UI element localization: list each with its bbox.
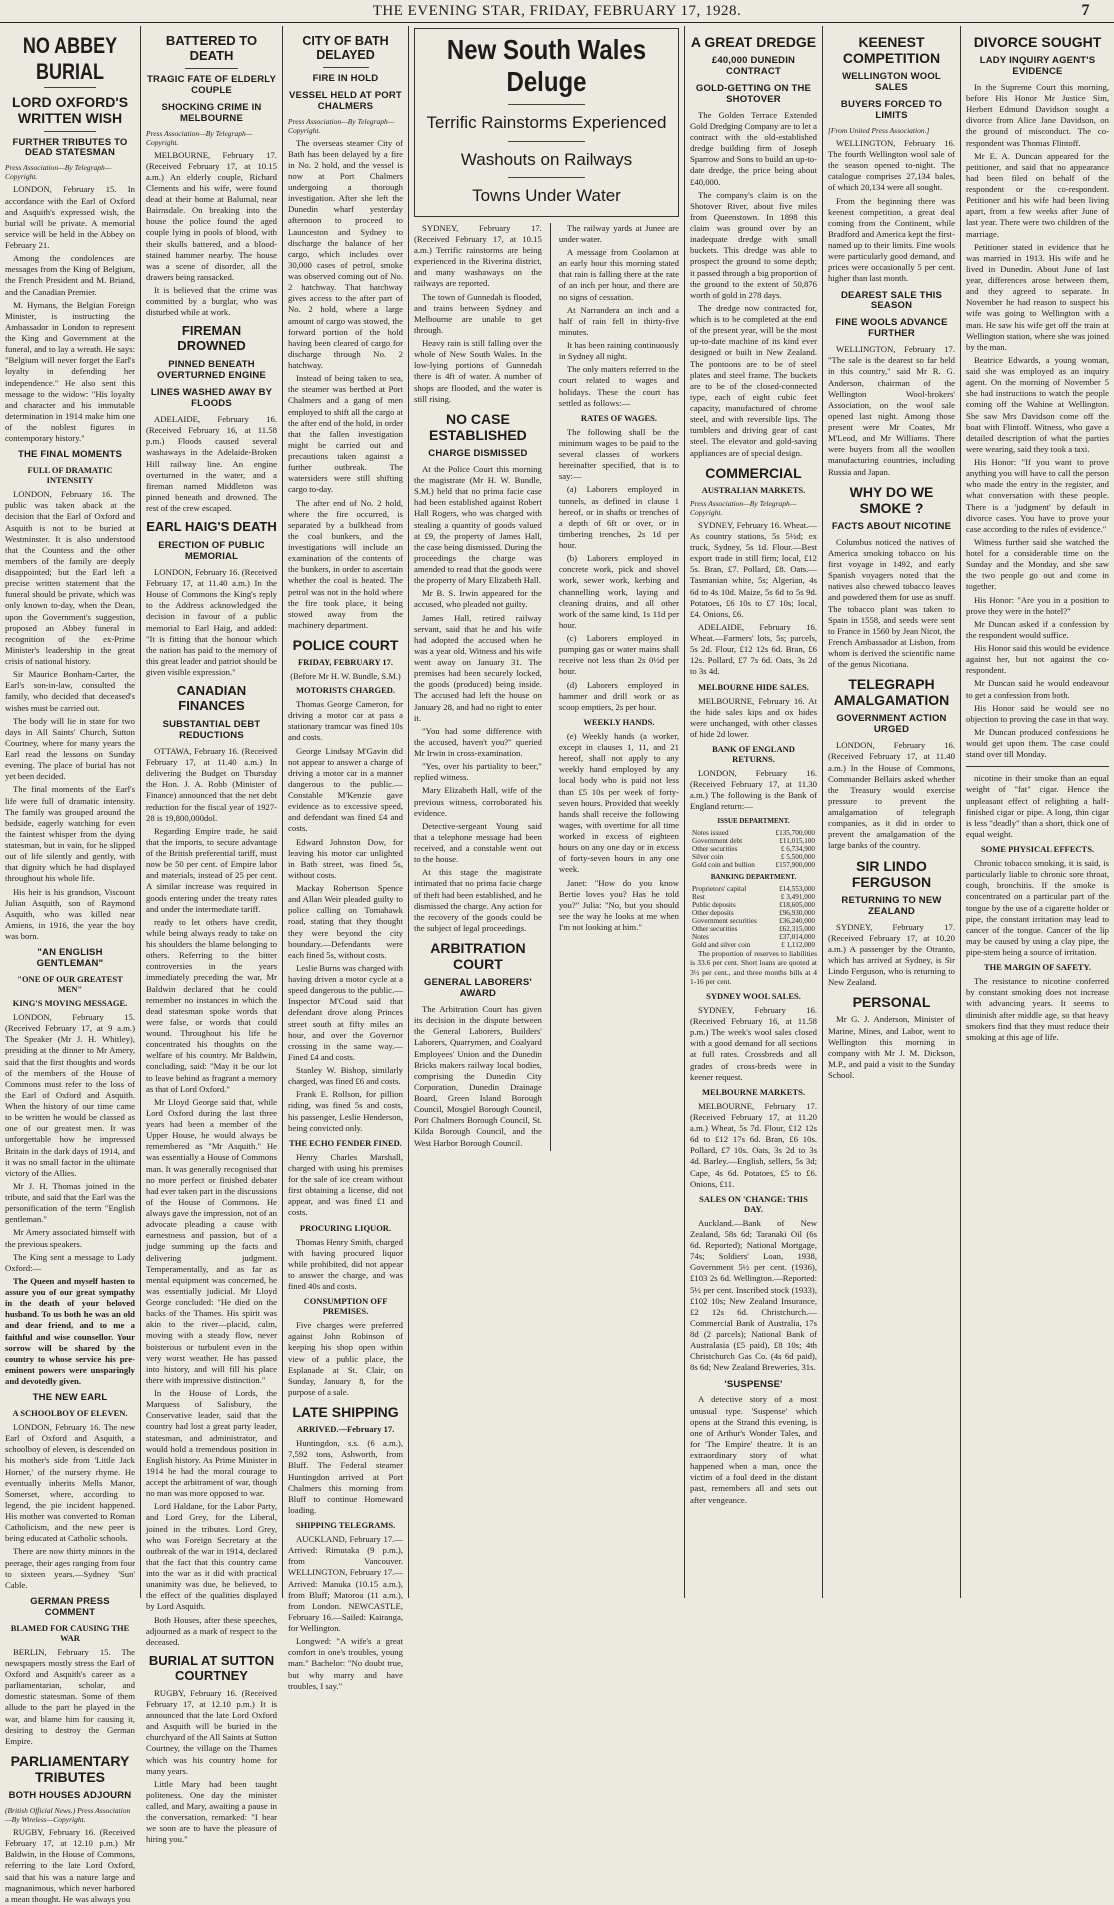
column-7 <box>961 28 1114 1596</box>
headline: KEENEST COMPETITION <box>842 34 941 67</box>
paragraph: At this stage the magistrate intimated that no prima facie charge of theft had been established, and he dismissed the charge. Any action for the recovery of the goods could be the subject of legal proceedings. <box>414 867 542 933</box>
headline: LATE SHIPPING <box>292 1404 399 1421</box>
paragraph: It is believed that the crime was committed by a burglar, who was disturbed while at work. <box>146 285 277 318</box>
section-heading: "AN ENGLISH GENTLEMAN" <box>36 947 104 970</box>
column-5 <box>685 28 822 1596</box>
paragraph: Mr Duncan produced confessions he would get upon them. The case could stand over till Monday. <box>966 726 1109 760</box>
paragraph: The after end of No. 2 hold, where the fire occurred, is separated by a bulkhead from the coal bunkers, and the investigations will include an examination of the contents of the bunkers, in order to ascertain whether the coal is heated. The petrol was not in the hold where the fire took place, it being stowed away from the machinery department. <box>288 497 403 630</box>
paragraph: His Honor: "Are you in a position to prove they were in the hotel?" <box>966 594 1109 616</box>
subheadline: £40,000 DUNEDIN CONTRACT <box>711 55 796 78</box>
paragraph: Instead of being taken to sea, the steamer was berthed at Port Chalmers and a gang of men employed to shift all the cargo at the after end of the hold, in order that the fallen investigation might be carried out and precautions taken against a further outbreak. The watersiders were still shifting cargo to-day. <box>288 373 403 495</box>
byline: [From United Press Association.] <box>828 125 930 135</box>
paragraph: Beatrice Edwards, a young woman, said she was employed as an inquiry agent. On the morning of November 5 she had instructions to watch the people coming off the Wahine at Wellington. She saw Mrs Davidson come off the boat with Flintoff. Witness, who gave a detailed description of what the parties were wearing, said they took a taxi. <box>966 354 1109 454</box>
paragraph: RUGBY, February 16. (Received February 17, at 12.10 p.m.) It is announced that the late Lord Oxford and Asquith will be buried in the churchyard of the All Saints at Sutton Courtney, the village on the Thames which was his country home for many years. <box>146 1687 277 1776</box>
row-value: £96,930,000 <box>779 908 815 917</box>
paragraph: Thomas George Cameron, for driving a motor car at pass a stationary tramcar was fined 10s and costs. <box>288 699 403 743</box>
section-heading: THE NEW EARL <box>32 1392 108 1404</box>
paragraph: The dredge now contracted for, which is to be completed at the end of the present year, will be the most up-to-date machine of its kind ever designed or built in New Zealand. The pontoons are to be of steel plates and steel frame. The buckets are to be of the closed-connected type, each of eight cubic feet capacity, manufactured of chrome steel, and with reversible lips. The tumblers and driving gear of cast steel. The elevator and gold-saving appliances are of special design. <box>690 302 817 458</box>
column-2 <box>141 28 282 1845</box>
paragraph: Mackay Robertson Spence and Allan Weir pleaded guilty to police calling on Tomahawk road, stating that they thought they were beyond the city boundary.—Defendants were each fined 5s, without costs. <box>288 883 403 960</box>
row-value: £ 3,491,000 <box>780 892 815 901</box>
section-subheading: FINE WOOLS ADVANCE FURTHER <box>835 317 948 340</box>
paragraph: ADELAIDE, February 16. Wheat.—Farmers' lots, 5s; parcels, 5s 2d. Flour, £12 12s 6d. Bran, £6 12s. Pollard, £7 7s 6d. Oats, 3s 2d to 3s 4d. <box>690 621 817 677</box>
lead-headline: New South Wales Deluge <box>446 34 647 98</box>
paragraph: In the Supreme Court this morning, before His Honor Mr Justice Sim, Herbert Edmund Davidson sought a divorce from Alice Jane Davidson, on the ground of misconduct. The co-respondent was Thomas Flintoff. <box>966 81 1109 148</box>
paragraph: LONDON, February 15. (Received February 17, at 9 a.m.) The Speaker (Mr J. H. Whitley), presiding at the dinner to Mr Amery, said that the first thoughts and words of the members of the House of Commons must refer to the loss of the Earl of Oxford and Asquith. When the history of our time came to be written he would be classed as one of our greatest men. It was unforgettable how he impressed Britain in the dark days of 1914, and it was no small factor in the ultimate victory of the Allies. <box>5 1012 135 1178</box>
subheadline: GENERAL LABORERS' AWARD <box>423 977 532 1000</box>
section-heading: DEAREST SALE THIS SEASON <box>840 289 943 312</box>
paragraph: The King sent a message to Lady Oxford:— <box>5 1251 135 1273</box>
paragraph: (d) Laborers employed in hammer and drill work or as scoop emptiers, 2s per hour. <box>558 679 679 712</box>
paragraph: A detective story of a most unusual type. 'Suspense' which opens at the Strand this evening, is one of Arthur's Wonder Tales, and for 'The Empire' theatre. It is an extraordinary story of what happened when a man, once the victim of a foul deed in the distant past, remembers all and sets out after vengeance. <box>690 1394 817 1505</box>
paragraph: Mr Lloyd George said that, while Lord Oxford during the last three years had been a member of the Upper House, he would always be remembered as "Mr Asquith." He was essentially a House of Commons man. It was generally recognised that no more perfect or finished debater had ever taken part in the discussions of the House of Commons. He always gave the impression, not of an advocate pleading a cause with earnestness and passion, but of a judge summing up the facts and delivering judgment. Temperamentally, and as far as mental equipment was concerned, he was essentially judicial. Mr Lloyd George concluded: "He died on the backs of the Thames. His spirit was akin to the river—placid, calm, moving with a steady flow, never boisterous or turbulent even in the very worst weather. He has passed into history, and will fill his place there with impressive distinction." <box>146 1096 278 1385</box>
table-row <box>690 893 817 901</box>
table-row <box>690 901 817 909</box>
row-value: £157,900,000 <box>775 860 815 869</box>
row-label: Other securities <box>692 924 738 933</box>
lead-subheadline: Washouts on Railways <box>460 149 633 169</box>
paragraph: Mr G. J. Anderson, Minister of Marine, Mines, and Labor, went to Wellington this morning in company with Mr J. M. Dickson, M.P., and paid a visit to the Sunday School. <box>828 1014 955 1081</box>
lead-subheadline: Towns Under Water <box>472 186 621 206</box>
section-subheading: MELBOURNE HIDE SALES. <box>698 681 809 692</box>
table-heading: ISSUE DEPARTMENT. <box>717 816 790 825</box>
deck: GOLD-GETTING ON THE SHOTOVER <box>695 82 812 105</box>
paragraph: Longwed: "A wife's a great comfort in one's troubles, young man." Bachelor: "No doubt true, but why marry and have troubles, I say." <box>288 1636 403 1691</box>
paragraph: MELBOURNE, February 17. (Received February 17, at 10.15 a.m.) An elderly couple, Richard Clements and his wife, were found dead at their home at Balumal, near Bairnsdale. On breaking into the house the police found the aged couple lying in pools of blood, with their skulls battered, and a blood-stained hammer nearby. The house was a scene of disorder, all the drawers being ransacked. <box>146 149 277 282</box>
section-subheading: CONSUMPTION OFF PREMISES. <box>303 1296 388 1317</box>
row-label: Government debt <box>692 836 743 845</box>
paragraph: His Honor said he would see no objection to proving the case in that way. <box>966 702 1109 724</box>
paragraph: Edward Johnston Dow, for leaving his motor car unlighted in Bath street, was fined 5s, without costs. <box>288 836 403 880</box>
row-value: £ 6,734,900 <box>780 844 815 853</box>
headline: SIR LINDO FERGUSON <box>851 857 932 890</box>
table-row <box>690 861 817 869</box>
column-4 <box>409 28 684 1596</box>
paragraph: LONDON, February 16. (Received February 17, at 11.40 a.m.) In the House of Commons the King's reply to the Address acknowledged the decision in favour of a public memorial to Earl Haig, and added: "It is fitting that the honour which the nation has paid to the memory of this great leader and patriot should be given visible expression." <box>146 566 277 678</box>
section-subheading: SOME PHYSICAL EFFECTS. <box>980 844 1095 855</box>
paragraph: nicotine in their smoke than an equal weight of "fat" cigar. Hence the unpleasant effect of relighting a half-finished cigar or pipe. A long, thin cigar is less "deadly" than a short, thick one of equal weight. <box>966 773 1109 839</box>
byline: Press Association—By Telegraph—Copyright. <box>690 498 797 517</box>
paragraph: The body will lie in state for two days in All Saints' Church, Sutton Courtney, where for many years the Earl read the lessons on Sunday evening. The place of burial has not yet been decided. <box>5 715 135 782</box>
deck: VESSEL HELD AT PORT CHALMERS <box>289 89 402 112</box>
paragraph: Mr Duncan said he would endeavour to get a confession from both. <box>966 678 1109 700</box>
row-value: £ 1,112,000 <box>781 940 815 949</box>
paragraph: A message from Coolamon at an early hour this morning stated that rain is falling there at the rate of an inch per hour, and there are no signs of cessation. <box>558 247 679 302</box>
paragraph: Both Houses, after these speeches, adjourned as a mark of respect to the deceased. <box>146 1614 277 1647</box>
paragraph: James Hall, retired railway servant, said that he and his wife had adopted the accused when he was a year old. Witness and his wife went away on January 31. The premises had been securely locked, the goods (produced) being inside. The accused had left the house on January 28, and had no right to enter it. <box>414 612 542 723</box>
section-subheading: SALES ON 'CHANGE: THIS DAY. <box>699 1193 808 1214</box>
paragraph: M. Hymans, the Belgian Foreign Minister, is instructing the Ambassador in London to represent the King and Government at the funeral, and to lay a wreath. He says: "Belgium will never forget the Earl's loyalty in defending her independence." He also sent this message to the widow: "His loyalty and character and his immutable determination in 1914 make him one of the noblest figures in contemporary history." <box>5 299 135 444</box>
table-row <box>690 885 817 893</box>
paragraph: Stanley W. Bishop, similarly charged, was fined £6 and costs. <box>288 1065 403 1087</box>
byline: Press Association—By Telegraph—Copyright. <box>288 116 395 135</box>
table-row <box>690 933 817 941</box>
paragraph: Five charges were preferred against John Robinson of keeping his shop open within view of a public place, the Esplanade at St. Clair, on Sunday, January 8, for the purpose of a sale. <box>288 1320 403 1397</box>
section-subheading: A SCHOOLBOY OF ELEVEN. <box>12 1408 128 1419</box>
paragraph: Janet: "How do you know Bertie loves you? Has he told you?" Julia: "No, but you should see the way he looks at me when I'm not looking at him." <box>558 877 679 933</box>
paragraph: Mr Duncan asked if a confession by the respondent would suffice. <box>966 618 1109 640</box>
row-value: £37,014,000 <box>779 932 815 941</box>
masthead-title: THE EVENING STAR, FRIDAY, FEBRUARY 17, 1928. <box>372 3 742 19</box>
paragraph: LONDON, February 16. The public was taken aback at the decision that the Earl of Oxford and Asquith is not to be buried at Westminster. It is also understood that the Countess and the other members of the family are deeply disappointed; but the Earl left a precise written statement that the funeral should be private, which was only known to-day, when the Dean, upon the Government's suggestion, proposed an Abbey funeral in recognition of the ex-Prime Minister's leadership in the great crisis of national history. <box>5 489 135 667</box>
paragraph: Mr E. A. Duncan appeared for the petitioner, and said that no appearance had been filed on behalf of the respondent or the co-respondent. Petitioner and his wife had been living apart, from a few weeks after June of last year. There were two children of the marriage. <box>966 150 1109 239</box>
column-1 <box>0 28 140 1904</box>
paragraph: Regarding Empire trade, he said that the imports, to secure advantage of the British preferential tariff, must now be 50 per cent. of Empire labor and materials, instead of 25 per cent. A similar increase was required in goods entering under the treaty rates and under the intermediate tariff. <box>146 825 277 914</box>
paragraph: Lord Haldane, for the Labor Party, and Lord Grey, for the Liberal, joined in the tributes. Lord Grey, who was Foreign Secretary at the outbreak of the war in 1914, declared that the fact that this country came into the war as it did with practical unanimity was due, he believed, to the effect of the qualities displayed by Lord Asquith. <box>146 1501 277 1612</box>
section-subheading: "ONE OF OUR GREATEST MEN" <box>17 974 123 995</box>
section-subheading: MOTORISTS CHARGED. <box>295 685 396 696</box>
section-heading: PARLIAMENTARY TRIBUTES <box>10 1752 130 1786</box>
paragraph: His Honor said this would be evidence against her, but not against the co-respondent. <box>966 643 1109 676</box>
page-number: 7 <box>1081 2 1090 19</box>
paragraph: Columbus noticed the natives of America smoking tobacco on his first voyage in 1492, and early Spanish voyagers noted that the natives also chewed tobacco leaves and powdered them for use as snuff. The tobacco plant was taken to Spain in 1558, and seeds were sent to France in 1560 by Jean Nicot, the French Ambassador at Lisbon, from whom is derived the scientific name of the genus Nicotiana. <box>828 536 955 670</box>
subheadline: GOVERNMENT ACTION URGED <box>836 713 947 736</box>
column-6 <box>823 28 960 1596</box>
paragraph: Sir Maurice Bonham-Carter, the Earl's son-in-law, consulted the family, who decided that deceased's wishes must be carried out. <box>5 669 135 713</box>
paragraph: The company's claim is on the Shotover River, about five miles from Queenstown. In 1898 this claim was ground over by an inadequate dredge with small buckets. This dredge was able to prospect the ground to some depth; it passed through a big proportion of the ground to the extent of 50,876 worth of gold in 278 days. <box>690 189 817 300</box>
paragraph: Henry Charles Marshall, charged with using his premises for the sale of ice cream without first obtaining a license, did not appear, and was fined £1 and costs. <box>288 1151 403 1218</box>
lead-story-header <box>414 28 679 217</box>
paragraph: The final moments of the Earl's life were full of dramatic intensity. The family was grouped around the bedside, eagerly watching for even the faintest whisper from the dying statesman, but in vain, for he slipped out of life silently and gently, with that dignity which he had displayed throughout his whole life. <box>5 784 135 884</box>
king-message: The Queen and myself hasten to assure you of our great sympathy in the death of your beloved husband. To us both he was an old and dear friend, and to me a faithful and wise counsellor. Your sorrow will be shared by the country to whose service his pre-eminent powers were unsparingly and devotedly given. <box>5 1275 135 1387</box>
paragraph: Heavy rain is still falling over the whole of New South Wales. In the low-lying portions of Gunnedah there is 4ft of water. A number of shops are flooded, and the water is still rising. <box>414 338 542 404</box>
deck: FURTHER TRIBUTES TO DEAD STATESMAN <box>12 136 128 159</box>
paragraph: Thomas Henry Smith, charged with having procured liquor while prohibited, did not appear to answer the charge, and was fined 40s and costs. <box>288 1236 403 1292</box>
row-label: Proprietors' capital <box>692 884 747 893</box>
row-label: Rest <box>692 892 705 901</box>
paragraph: "You had some difference with the accused, haven't you?" queried Mr Irwin in cross-examination. <box>414 725 542 759</box>
table-row <box>690 917 817 925</box>
paragraph: MELBOURNE, February 17. (Received February 17, at 11.20 a.m.) Wheat, 5s 7d. Flour, £12 12s 6d to £12 17s 6d. Bran, £6 10s. Pollard, £7 10s. Oats, 3s 2d to 3s 4d. Barley.—English, sellers, 5s 3d; Cape, 4s 6d. Potatoes, £5 to £6. Onions, £11. <box>690 1100 817 1189</box>
subheadline: ERECTION OF PUBLIC MEMORIAL <box>158 540 265 562</box>
subheadline: LADY INQUIRY AGENT'S EVIDENCE <box>979 55 1096 78</box>
deck: BUYERS FORCED TO LIMITS <box>840 99 943 121</box>
paragraph: Mr J. H. Thomas joined in the tribute, and said that the Earl was the personification of the term "English gentleman." <box>5 1180 135 1225</box>
section-subheading: ARRIVED.—February 17. <box>296 1424 395 1435</box>
paragraph: From the beginning there was keenest competition, a great deal coming from the Continent, while Bradford and America kept the first-named up to their limits. Fine wools were particularly good demand, and prices were occasionally 5 per cent. higher than last month. <box>828 195 955 284</box>
paragraph: At the Police Court this morning the magistrate (Mr H. W. Bundle, S.M.) held that no prima facie case had been established against Robert Hall Rogers, who was charged with stealing a quantity of goods valued at £9, the property of James Hall, the case being dismissed. During the proceedings the charge was amended to read that the goods were the property of Mary Elizabeth Hall. <box>414 463 542 586</box>
headline: CANADIAN FINANCES <box>176 683 247 714</box>
subheadline: TRAGIC FATE OF ELDERLY COUPLE <box>147 73 276 96</box>
section-heading: 'SUSPENSE' <box>724 1378 783 1390</box>
paragraph: The following shall be the minimum wages to be paid to the several classes of workers hereinafter specified, that is to say:— <box>558 426 679 482</box>
table-row <box>690 829 817 837</box>
section-subheading: WEEKLY HANDS. <box>583 716 655 727</box>
paragraph: Leslie Burns was charged with having driven a motor cycle at a speed dangerous to the public.—Inspector M'Coud said that defendant drove along Princes street south at fifty miles an hour, and over the Governor crossing in the same way.—Fined £4 and costs. <box>288 962 403 1062</box>
paragraph: SYDNEY, February 17. (Received February 17, at 10.15 a.m.) Terrific rainstorms are being experienced in the Riverina district, and many washaways on the railways are reported. <box>414 222 542 289</box>
subheadline: LORD OXFORD'S WRITTEN WISH <box>11 94 129 127</box>
headline: BATTERED TO DEATH <box>165 33 258 63</box>
headline: BURIAL AT SUTTON COURTNEY <box>148 1652 275 1683</box>
paragraph: OTTAWA, February 16. (Received February 17, at 11.40 a.m.) In delivering the Budget on Thursday the Hon. J. A. Robb (Minister of Finance) announced that the net debt reduction for the fiscal year of 1927-28 is 19,800,000dol. <box>146 745 277 823</box>
row-value: £14,553,000 <box>779 884 815 893</box>
paragraph: Huntingdon, s.s. (6 a.m.), 7,592 tons, Ashworth, from Bluff. The Federal steamer Huntingdon arrived at Port Chalmers this morning from Bluff to continue Homeward loading. <box>288 1438 403 1515</box>
headline: DIVORCE SOUGHT <box>973 34 1102 50</box>
section-heading: GERMAN PRESS COMMENT <box>30 1595 110 1618</box>
byline: (British Official News.) Press Association—By Wireless—Copyright. <box>5 1806 131 1825</box>
section-subheading: BLAMED FOR CAUSING THE WAR <box>10 1622 130 1643</box>
row-label: Gold coin and bullion <box>692 860 755 869</box>
deck: LINES WASHED AWAY BY FLOODS <box>150 387 273 410</box>
paragraph: Among the condolences are messages from the King of Belgium, the French President and M. Briand, and the Canadian Premier. <box>5 253 135 297</box>
table-heading: BANKING DEPARTMENT. <box>710 872 797 881</box>
paragraph: The railway yards at Junee are under water. <box>558 222 679 244</box>
paragraph: There are now thirty minors in the peerage, their ages ranging from four to sixteen years.—Sydney 'Sun' Cable. <box>5 1546 135 1590</box>
paragraph: The Golden Terrace Extended Gold Dredging Company are to let a contract with the old-established dredge building firm of Joseph Sparrow and Sons to build an up-to-date dredge, the price being about £40,000. <box>690 109 817 187</box>
row-label: Other deposits <box>692 908 734 917</box>
row-label: Gold and silver coin <box>692 940 751 949</box>
row-value: £62,315,000 <box>779 924 815 933</box>
paragraph: The resistance to nicotine conferred by constant smoking does not increase with advancing years. It seems to diminish after middle age, so that heavy smokers find that they must reduce their smoking at this age of life. <box>966 976 1109 1042</box>
row-value: £11,015,100 <box>779 836 815 845</box>
paragraph: SYDNEY, February 16. Wheat.—As country stations, 5s 5½d; ex truck, Sydney, 5s 1d. Flour.—Best export trade in still firm; local, £12 5s. Bran, £7. Pollard, £8. Oats.—Tasmanian white, 5s; Algerian, 4s 6d to 4s 10d. Maize, 5s 6d to 5s 9d. Potatoes, £6 10s to £7 10s; local, £4. Onions, £6. <box>690 519 817 619</box>
table-row <box>690 925 817 933</box>
byline: Press Association—By Telegraph—Copyright. <box>146 128 253 147</box>
section-subheading: FRIDAY, FEBRUARY 17. <box>297 657 394 668</box>
banking-department-table <box>690 885 817 949</box>
subheadline: FACTS ABOUT NICOTINE <box>831 520 952 532</box>
section-subheading: (Before Mr H. W. Bundle, S.M.) <box>290 671 401 682</box>
paragraph: Frank E. Rollson, for pillion riding, was fined 5s and costs, his passenger, Leslie Henderson, being convicted only. <box>288 1089 403 1133</box>
paragraph: It has been raining continuously in Sydney all night. <box>558 340 679 362</box>
paragraph: Mr Amery associated himself with the previous speakers. <box>5 1227 135 1249</box>
paragraph: The overseas steamer City of Bath has been delayed by a fire in No. 2 hold, and the vessel is now at Port Chalmers undergoing a thorough investigation. After she left the Dunedin wharf yesterday afternoon to proceed to Launceston and Sydney to discharge the balance of her cargo, which includes over 30,000 cases of petrol, smoke was observed coming out of No. 2 hatchway. That hatchway gives access to the after part of No. 2 hold, where a large amount of cargo was stowed, the forward portion of the hold having been cleared of cargo for discharge through No. 2 hatchway. <box>288 137 403 371</box>
paragraph: Mary Elizabeth Hall, wife of the previous witness, corroborated his evidence. <box>414 785 542 818</box>
subheadline: CHARGE DISMISSED <box>428 448 528 460</box>
headline: WHY DO WE SMOKE ? <box>849 483 934 516</box>
section-subheading: BANK OF ENGLAND RETURNS. <box>712 744 795 764</box>
section-subheading: RATES OF WAGES. <box>580 412 657 423</box>
column-3 <box>283 28 408 1691</box>
paragraph: Little Mary had been taught politeness. One day the minister called, and Mary, awaiting a pause in the conversation, remarked: "I hear we soon are to have the pleasure of hiring you." <box>146 1778 277 1845</box>
headline: EARL HAIG'S DEATH <box>146 519 277 535</box>
issue-department-table <box>690 829 817 869</box>
section-heading: THE FINAL MOMENTS <box>17 449 123 461</box>
section-subheading: SHIPPING TELEGRAMS. <box>295 1520 396 1531</box>
table-row <box>690 941 817 949</box>
paragraph: The only matters referred to the court related to wages and holidays. These the court has settled as follows:— <box>558 364 679 408</box>
row-label: Government securities <box>692 916 757 925</box>
paragraph: ready to let others have credit, while being always ready to take on his shoulders the blame belonging to others. Referring to the bitter controversies in the years immediately preceding the war, Mr Baldwin declared that he could remember no instances in which the dead statesman spoke words that were false, or words that could wound. Throughout his life he concentrated his thoughts on the welfare of his country. Mr Baldwin, concluding, said: "May it be our lot to leave behind as fragrant a memory as that of Lord Oxford." <box>146 916 277 1094</box>
headline: COMMERCIAL <box>705 464 802 481</box>
row-label: Notes <box>692 932 709 941</box>
paragraph: Petitioner stated in evidence that he was married in 1913. His wife and he lived in Dunedin. About June of last year, differences arose between them, and they agreed to separate. In November he had reason to suspect his wife was going to Wellington with a man. He saw his wife get off the train at Wellington station, where she was joined by the man. <box>966 241 1109 352</box>
paragraph: (b) Laborers employed in concrete work, pick and shovel work, sewer work, kerbing and channelling work, laying and cleaning drains, and all other work of the same kind, 1s 11d per hour. <box>558 553 679 630</box>
paragraph: AUCKLAND, February 17.—Arrived: Rimutaka (9 p.m.), from Vancouver. WELLINGTON, February 17.—Arrived: Manuka (10.15 a.m.), from Bluff; Matoroa (11 a.m.), from London. NEWCASTLE, February 16.—Sailed: Kairanga, for Wellington. <box>288 1534 403 1634</box>
paragraph: BERLIN, February 15. The newspapers mostly stress the Earl of Oxford and Asquith's career as a parliamentarian, scholar, and domestic statesman. Some of them allude to the part he played in the war, and blame him for causing it, desiring to destroy the German Empire. <box>5 1646 135 1746</box>
paragraph: Detective-sergeant Young said that a telephone message had been received, and a constable went out to the house. <box>414 820 542 865</box>
subheadline: WELLINGTON WOOL SALES <box>842 71 941 94</box>
headline: NO ABBEY BURIAL <box>22 32 118 84</box>
headline: PERSONAL <box>852 994 931 1011</box>
paragraph: The town of Gunnedah is flooded, and trains between Sydney and Melbourne are unable to get through. <box>414 291 542 335</box>
table-row <box>690 909 817 917</box>
row-value: £135,700,000 <box>775 828 815 837</box>
section-subheading: KING'S MOVING MESSAGE. <box>12 998 128 1009</box>
paragraph: WELLINGTON, February 17. "The sale is the dearest so far held in this country," said Mr R. G. Anderson, chairman of the Wellington Wool-brokers' Association, on the wool sale opened last night. Among those present were Mr Coates, Mr M'Leod, and Mr Williams. There were buyers from all the woollen manufacturing countries, including Russia and Japan. <box>828 344 955 477</box>
row-label: Other securities <box>692 844 738 853</box>
paragraph: Chronic tobacco smoking, it is said, is particularly liable to chronic sore throat, cough, bronchitis. If the smoke is concentrated on a particular part of the tongue by the use of a cigarette holder or pipe, the constant irritation may lead to cancer of the tongue. Cancer of the lip may be caused by using a clay pipe, the pipe-stem being a source of irritation. <box>966 858 1109 958</box>
paragraph: ADELAIDE, February 16. (Received February 16, at 11.58 p.m.) Floods caused several washaways in the Adelaide-Broken Hill railway line. An engine overturned in the water, and a fireman named Middleton was pinned beneath and drowned. The rest of the crew escaped. <box>146 414 277 513</box>
paragraph: In the House of Lords, the Marquess of Salisbury, the Conservative leader, said that the country had lost a great party leader, statesman, and administrator, and would hold a tremendous position in English history. As Prime Minister in 1914 he had the moral courage to accept the arbitrament of war, though no man was more opposed to war. <box>146 1388 277 1499</box>
table-row <box>690 845 817 853</box>
paragraph: (c) Laborers employed in pumping gas or water mains shall receive not less than 2s 0½d per hour. <box>558 633 679 677</box>
paragraph: His heir is his grandson, Viscount Julian Asquith, son of Raymond Asquith, who was killed near Amiens, in 1916, the year the boy was born. <box>5 886 135 942</box>
headline: FIREMAN DROWNED <box>177 323 246 354</box>
row-label: Public deposits <box>692 900 736 909</box>
section-subheading: FULL OF DRAMATIC INTENSITY <box>27 465 113 486</box>
row-value: £ 5,500,000 <box>780 852 815 861</box>
paragraph: (a) Laborers employed in tunnels, as defined in clause 1 hereof, or in shafts or trenches of a depth of 6ft or over, or in timbering trenches, 2s 1d per hour. <box>558 484 679 551</box>
paragraph: SYDNEY, February 16. (Received February 16, at 11.58 p.m.) The week's wool sales closed with a good demand for all sections at full rates. Crossbreds and all grades of cross-breds were in keener request. <box>690 1004 817 1082</box>
paragraph: Auckland.—Bank of New Zealand, 58s 6d; Taranaki Oil (6s 6d. Reported); National Mortgage, 74s; Soldiers' Loan, 1938, Government 5½ per cent. (1936), £103 2s 6d. Wellington.—Reported: 5½ per cent. Inscribed stock (1933), £102 10s; New Zealand Insurance, £2 12s 6d. Christchurch.—Commercial Bank of Australia, 17s 8d (2 parcels); National Bank of Australasia (£5 paid), £8 10s; 4th Christchurch Gas Co. (4s 6d paid), 8s 6d; New Zealand Breweries, 31s. <box>690 1217 817 1373</box>
row-value: £36,240,000 <box>779 916 815 925</box>
row-value: £18,605,000 <box>779 900 815 909</box>
paragraph: LONDON, February 16. The new Earl of Oxford and Asquith, a schoolboy of eleven, is descended on his mother's side from 'Little Jack Horner,' of the nursery rhyme. He eventually inherits Mells Manor, Somerset, where, according to legend, the pie incident happened. His mother was converted to Roman Catholicism, and the new peer is being educated at Catholic schools. <box>5 1422 135 1544</box>
byline: Press Association—By Telegraph—Copyright. <box>5 163 112 182</box>
lead-subheadline: Terrific Rainstorms Experienced <box>426 113 667 133</box>
section-subheading: PROCURING LIQUOR. <box>299 1222 392 1233</box>
table-row <box>690 837 817 845</box>
masthead <box>0 0 1114 23</box>
section-subheading: SYDNEY WOOL SALES. <box>706 990 801 1001</box>
section-subheading: THE MARGIN OF SAFETY. <box>983 962 1092 973</box>
table-row <box>690 853 817 861</box>
headline: NO CASE ESTABLISHED <box>429 410 527 443</box>
headline: A GREAT DREDGE <box>690 34 817 50</box>
subheadline: FIRE IN HOLD <box>312 72 379 84</box>
headline: CITY OF BATH DELAYED <box>302 34 389 63</box>
paragraph: At Narrandera an inch and a half of rain fell in thirty-five minutes. <box>558 304 679 337</box>
paragraph: George Lindsay M'Gavin did not appear to answer a charge of driving a motor car in a manner dangerous to the public.—Constable M'Kenzie gave evidence as to excessive speed, and defendant was fined £4 and costs. <box>288 745 403 834</box>
paragraph: The proportion of reserves to liabilities is 33.6 per cent. Short loans are quoted at 3½ per cent., and three months bills at 4 1-16 per cent. <box>690 948 817 987</box>
section-subheading: AUSTRALIAN MARKETS. <box>701 484 806 495</box>
paragraph: The Arbitration Court has given its decision in the dispute between the General Laborers, Builders' Laborers, Quarrymen, and Coalyard Employees' Union and the Dunedin Bricks makers railway local bodies, comprising the Dunedin City Corporation, Dunedin Drainage Board, Green Island Borough Council, Mosgiel Borough Council, Port Chalmers Borough Council, St. Kilda Borough Council, and the West Harbor Borough Council. <box>414 1004 542 1148</box>
paragraph: RUGBY, February 16. (Received February 17, at 12.10 p.m.) Mr Baldwin, in the House of Commons, referring to the late Lord Oxford, said that his was a nature large and magnanimous, which never harbored a mean thought. He was always you <box>5 1827 135 1904</box>
paragraph: MELBOURNE, February 16. At the hide sales kips and ox hides were unchanged, with other classes of hide 2d lower. <box>690 695 817 739</box>
paragraph: His Honor: "If you want to prove anything you will have to call the person who made the entry in the register, and what conversation with these people. There is a 'judgment' by default in divorce cases. You have to prove your case according to the rules of evidence." <box>966 457 1109 534</box>
paragraph: SYDNEY, February 17. (Received February 17, at 10.20 a.m.) A passenger by the Otranto, which has arrived at Sydney, is Sir Lindo Ferguson, who is returning to New Zealand. <box>828 921 955 988</box>
row-label: Notes issued <box>692 828 729 837</box>
section-subheading: BOTH HOUSES ADJOURN <box>8 1790 132 1802</box>
subheadline: RETURNING TO NEW ZEALAND <box>841 894 942 917</box>
paragraph: "Yes, over his partiality to beer," replied witness. <box>414 761 542 783</box>
deck: SHOCKING CRIME IN MELBOURNE <box>161 101 262 124</box>
paragraph: (e) Weekly hands (a worker, except in clauses 1, 11, and 21 hereof, shall not apply to any weekly hand employed by any local body who is paid not less than £5 10s per week of forty-seven hours. Provided that weekly hands shall receive the following wages, with overtime for all time worked in excess of eighteen hours on any one day or in excess of forty-seven hours in any one week. <box>558 730 679 875</box>
paragraph: WELLINGTON, February 16. The fourth Wellington wool sale of the season opened to-night. The catalogue comprises 27,134 bales, of which 20,134 were all sought. <box>828 137 955 193</box>
row-label: Silver coin <box>692 852 724 861</box>
subheadline: SUBSTANTIAL DEBT REDUCTIONS <box>162 719 261 741</box>
paragraph: LONDON, February 15. In accordance with the Earl of Oxford and Asquith's expressed wish, the burial will be private. A memorial service will be held in the Abbey on February 21. <box>5 184 135 251</box>
section-subheading: MELBOURNE MARKETS. <box>702 1086 805 1097</box>
paragraph: LONDON, February 16. (Received February 17, at 11.40 a.m.) In the House of Commons, Commander Bellairs asked whether the Treasury would exercise pressure to prevent the amalgamation of telegraph companies, as it did in order to prevent the amalgamation of the large banks of the country. <box>828 740 955 851</box>
headline: TELEGRAPH AMALGAMATION <box>833 676 950 709</box>
paragraph: Witness further said she watched the hotel for a considerable time on the Sunday and the Monday, and she saw the two people go out and come in together. <box>966 536 1109 592</box>
headline: ARBITRATION COURT <box>430 940 526 973</box>
column-4b <box>559 223 679 1151</box>
headline: POLICE COURT <box>292 637 399 654</box>
column-4a <box>414 223 542 1151</box>
section-subheading: THE ECHO FENDER FINED. <box>289 1137 402 1148</box>
paragraph: Mr B. S. Irwin appeared for the accused, who pleaded not guilty. <box>414 588 542 610</box>
paragraph: LONDON, February 16. (Received February 17, at 11.30 a.m.) The following is the Bank of England return:— <box>690 768 817 812</box>
subheadline: PINNED BENEATH OVERTURNED ENGINE <box>157 359 266 382</box>
